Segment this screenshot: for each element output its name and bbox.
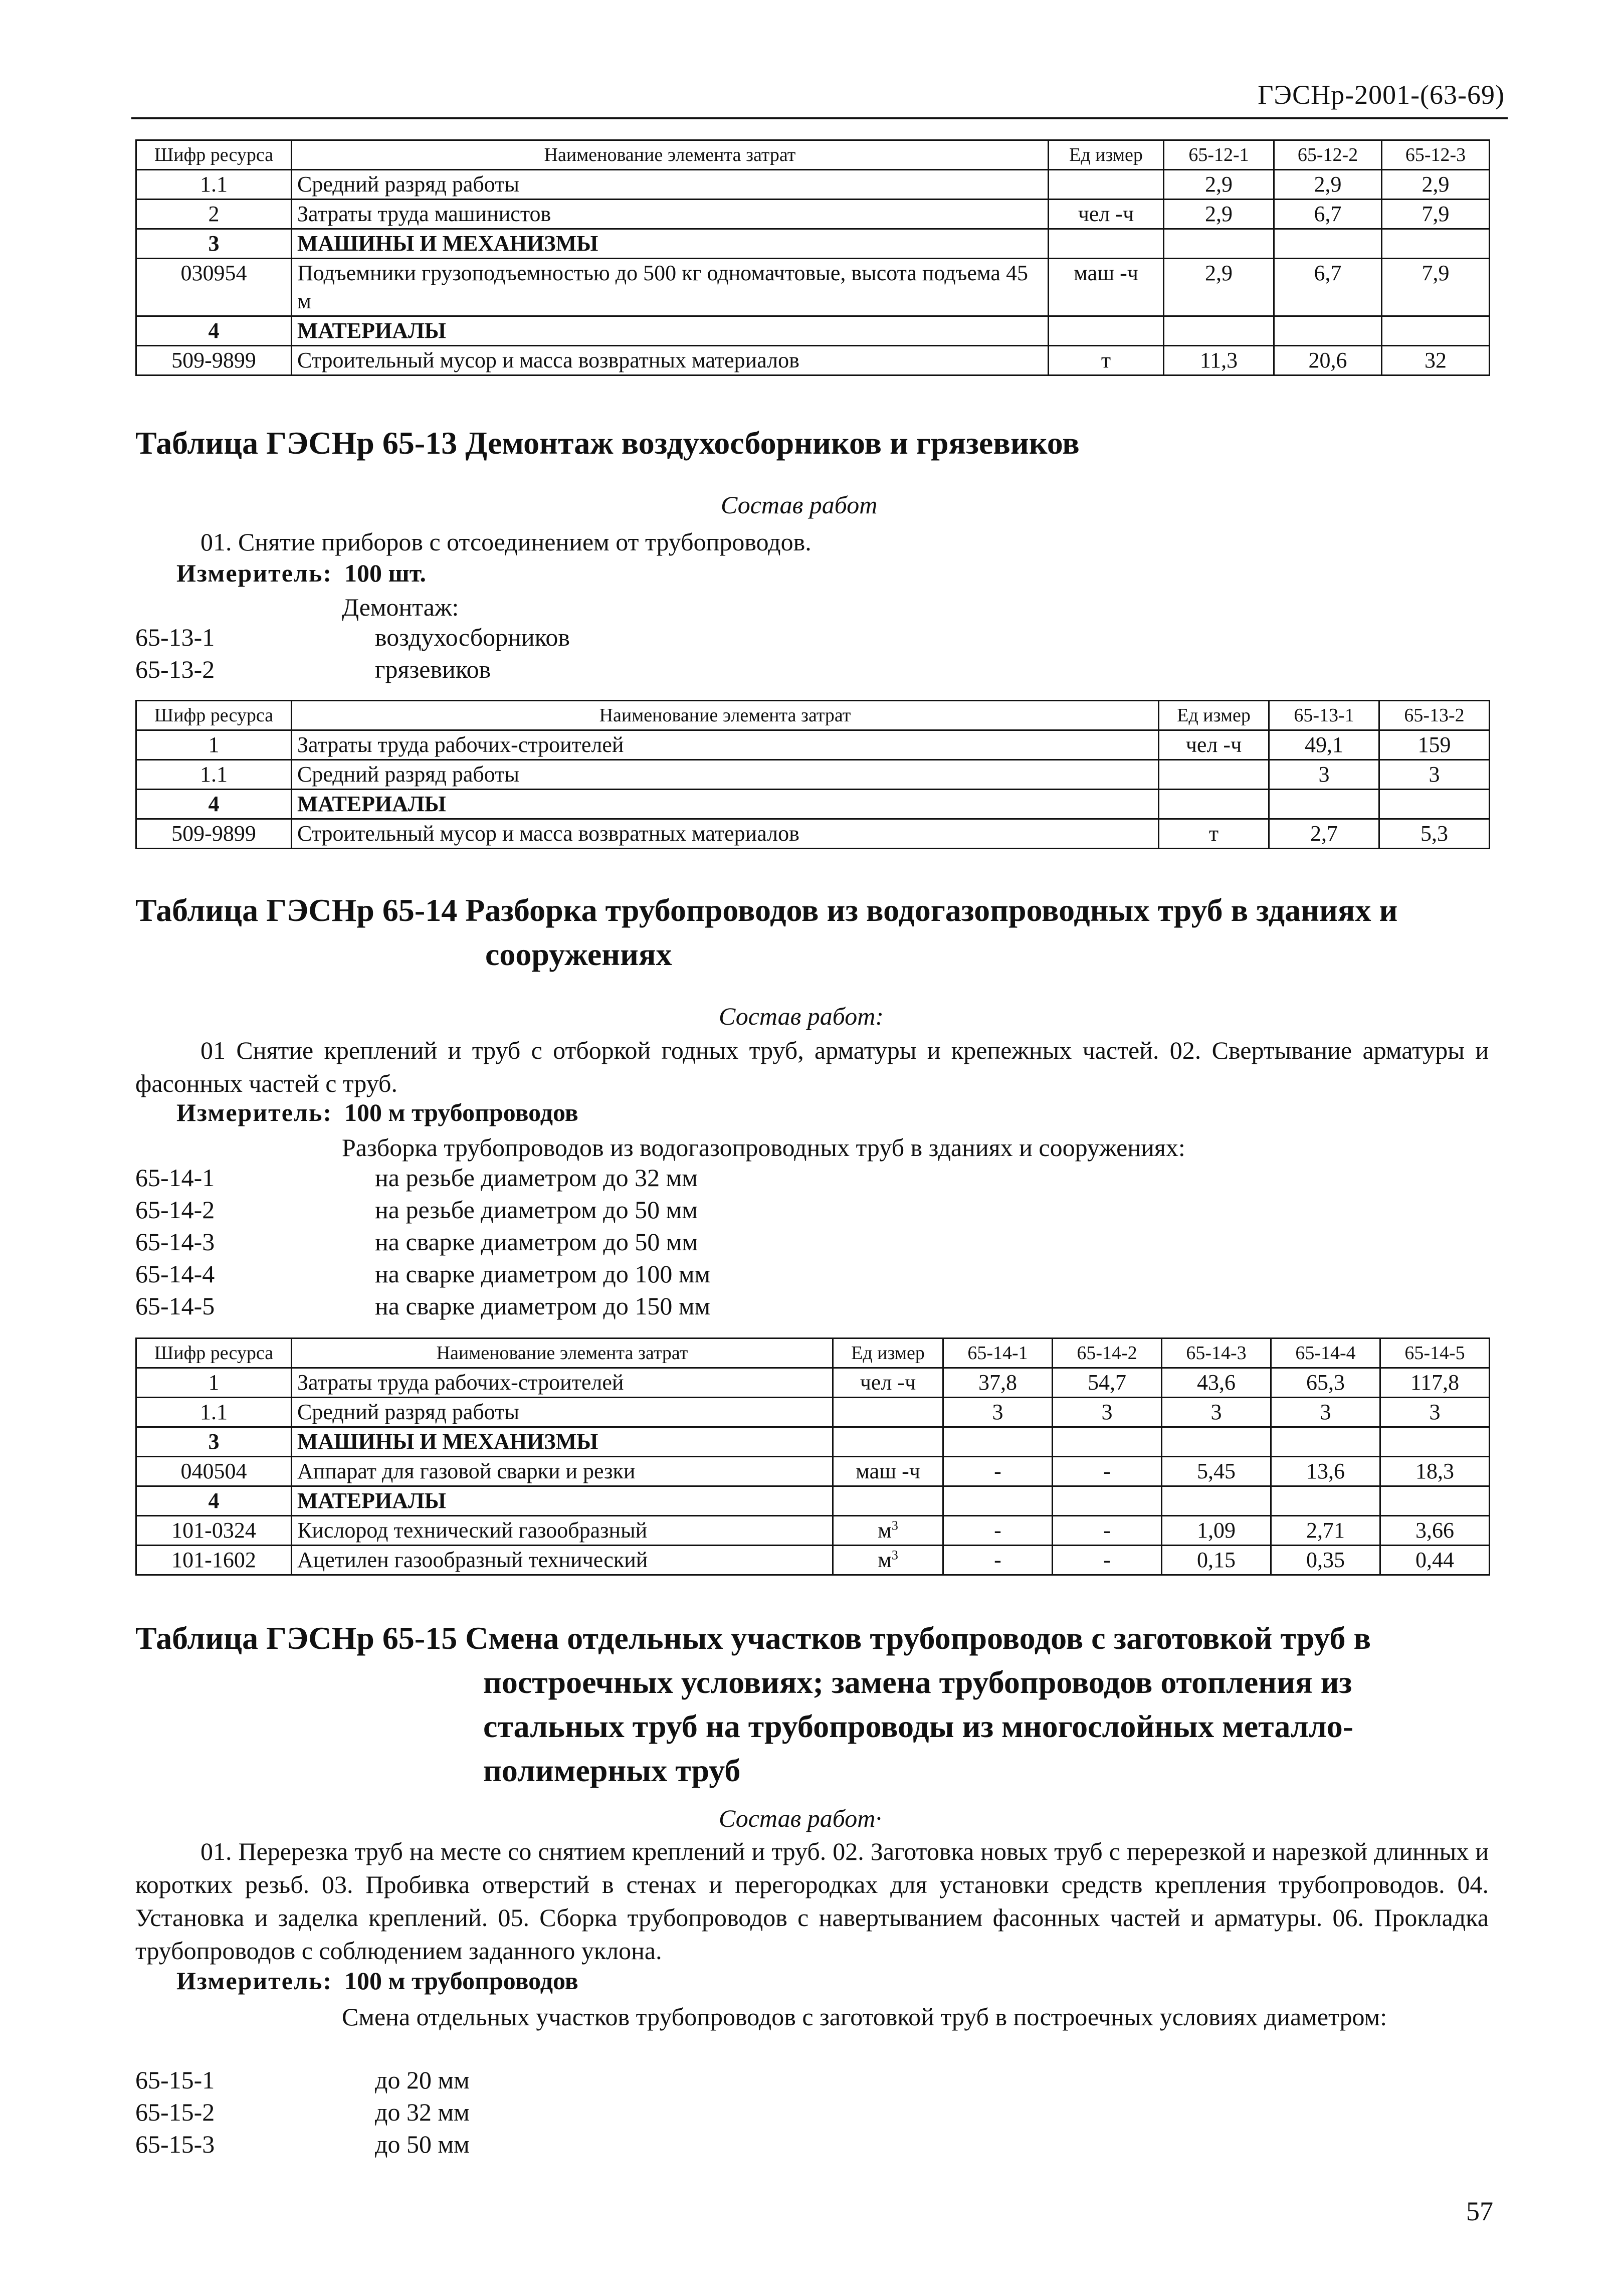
value-cell: 13,6: [1271, 1457, 1380, 1486]
value-cell: -: [943, 1546, 1053, 1575]
empty-cell: [833, 1486, 943, 1516]
section-heading: МАТЕРИАЛЫ: [292, 316, 1049, 346]
measure-line: [176, 558, 426, 588]
cost-element-name: Подъемники грузоподъемностью до 500 кг одномачтовые, высота подъема 45 м: [292, 259, 1049, 316]
header-cell: 65-12-1: [1164, 140, 1274, 170]
empty-cell: [1053, 1486, 1162, 1516]
table-row: [136, 346, 1490, 375]
value-cell: 0,35: [1271, 1546, 1380, 1575]
empty-cell: [1382, 316, 1490, 346]
value-cell: 32: [1382, 346, 1490, 375]
value-cell: 2,9: [1382, 170, 1490, 200]
value-cell: 3: [1053, 1398, 1162, 1427]
resource-code: 1.1: [136, 170, 292, 200]
item-code: 65-14-4: [135, 1260, 215, 1288]
resource-code: 030954: [136, 259, 292, 316]
unit: [833, 1516, 943, 1546]
resource-code: 101-1602: [136, 1546, 292, 1575]
section-title-line: Таблица ГЭСНр 65-15 Смена отдельных участков трубопроводов с заготовкой труб в: [135, 1620, 1371, 1656]
running-header: ГЭСНр-2001-(63-69): [1258, 80, 1505, 110]
table-65-12: [135, 139, 1490, 376]
cost-element-name: Затраты труда рабочих-строителей: [292, 1368, 833, 1398]
value-cell: 3: [943, 1398, 1053, 1427]
table-section-row: [136, 316, 1490, 346]
empty-cell: [1380, 1486, 1490, 1516]
cost-element-name: Средний разряд работы: [292, 1398, 833, 1427]
table-row: [136, 170, 1490, 200]
unit: [833, 1546, 943, 1575]
measure-label: Измеритель:: [176, 1098, 333, 1126]
unit: чел -ч: [833, 1368, 943, 1398]
empty-cell: [1269, 790, 1379, 819]
value-cell: 65,3: [1271, 1368, 1380, 1398]
resource-code: 4: [136, 1486, 292, 1516]
empty-cell: [1053, 1427, 1162, 1457]
measure-line: [176, 1966, 578, 1995]
value-cell: 37,8: [943, 1368, 1053, 1398]
section-heading: МАТЕРИАЛЫ: [292, 790, 1159, 819]
unit-superscript: 3: [891, 1548, 898, 1563]
value-cell: 5,45: [1162, 1457, 1271, 1486]
header-cell: Шифр ресурса: [136, 1339, 292, 1368]
unit: [1159, 760, 1269, 790]
table-row: [136, 1368, 1490, 1398]
empty-cell: [1379, 790, 1490, 819]
table-header-row: [136, 701, 1490, 730]
work-composition-caption: Состав работ·: [719, 1804, 882, 1832]
value-cell: 2,9: [1164, 200, 1274, 229]
unit: чел -ч: [1159, 730, 1269, 760]
value-cell: 3: [1269, 760, 1379, 790]
measure-value: 100 м трубопроводов: [344, 1967, 578, 1995]
value-cell: 49,1: [1269, 730, 1379, 760]
work-composition-text: 01 Снятие креплений и труб с отборкой годных труб, арматуры и крепежных частей. 02. Свертывание арматуры и фасонных частей с труб.: [135, 1036, 1489, 1097]
unit-text: м: [878, 1548, 892, 1572]
resource-code: 2: [136, 200, 292, 229]
item-code: 65-14-2: [135, 1196, 215, 1224]
header-cell: Шифр ресурса: [136, 140, 292, 170]
empty-cell: [1162, 1486, 1271, 1516]
empty-cell: [1380, 1427, 1490, 1457]
item-text: до 50 мм: [375, 2130, 470, 2158]
cost-element-name: Строительный мусор и масса возвратных материалов: [292, 346, 1049, 375]
empty-cell: [1162, 1427, 1271, 1457]
measure-label: Измеритель:: [176, 559, 333, 587]
header-rule: [131, 117, 1508, 119]
cost-element-name: Средний разряд работы: [292, 760, 1159, 790]
resource-code: 4: [136, 316, 292, 346]
header-cell: 65-14-4: [1271, 1339, 1380, 1368]
value-cell: 6,7: [1274, 259, 1382, 316]
header-cell: 65-13-1: [1269, 701, 1379, 730]
table-row: [136, 1457, 1490, 1486]
value-cell: 20,6: [1274, 346, 1382, 375]
works-subheading: Демонтаж:: [342, 593, 459, 621]
value-cell: 0,15: [1162, 1546, 1271, 1575]
value-cell: 3: [1380, 1398, 1490, 1427]
value-cell: 2,9: [1164, 259, 1274, 316]
works-subheading: Смена отдельных участков трубопроводов с заготовкой труб в построечных условиях диаметром:: [342, 2003, 1387, 2031]
value-cell: 0,44: [1380, 1546, 1490, 1575]
unit-text: м: [878, 1518, 892, 1543]
unit: [1049, 170, 1164, 200]
table-row: [136, 730, 1490, 760]
header-cell: Наименование элемента затрат: [292, 1339, 833, 1368]
resource-code: 1: [136, 730, 292, 760]
section-heading: МАТЕРИАЛЫ: [292, 1486, 833, 1516]
empty-cell: [1274, 316, 1382, 346]
section-title-line: Таблица ГЭСНр 65-14 Разборка трубопроводов из водогазопроводных труб в зданиях и: [135, 892, 1398, 928]
cost-element-name: Строительный мусор и масса возвратных материалов: [292, 819, 1159, 849]
item-text: на резьбе диаметром до 32 мм: [375, 1164, 698, 1192]
value-cell: -: [1053, 1546, 1162, 1575]
work-composition-text: 01. Снятие приборов с отсоединением от трубопроводов.: [200, 528, 811, 556]
header-cell: 65-12-2: [1274, 140, 1382, 170]
item-code: 65-13-2: [135, 655, 215, 683]
resource-code: 4: [136, 790, 292, 819]
resource-code: 509-9899: [136, 819, 292, 849]
table-section-row: [136, 1427, 1490, 1457]
value-cell: 2,7: [1269, 819, 1379, 849]
unit: т: [1159, 819, 1269, 849]
cost-element-name: Кислород технический газообразный: [292, 1516, 833, 1546]
measure-value: 100 шт.: [344, 559, 427, 587]
header-cell: 65-14-5: [1380, 1339, 1490, 1368]
empty-cell: [1049, 229, 1164, 259]
value-cell: -: [1053, 1457, 1162, 1486]
item-code: 65-14-1: [135, 1164, 215, 1192]
table-row: [136, 259, 1490, 316]
header-cell: 65-14-1: [943, 1339, 1053, 1368]
value-cell: 3: [1271, 1398, 1380, 1427]
value-cell: 1,09: [1162, 1516, 1271, 1546]
value-cell: 3: [1379, 760, 1490, 790]
header-cell: Наименование элемента затрат: [292, 701, 1159, 730]
table-section-row: [136, 229, 1490, 259]
value-cell: 159: [1379, 730, 1490, 760]
table-header-row: [136, 1339, 1490, 1368]
section-title-65-13: Таблица ГЭСНр 65-13 Демонтаж воздухосборников и грязевиков: [135, 425, 1080, 461]
table-65-13: [135, 700, 1490, 849]
value-cell: 6,7: [1274, 200, 1382, 229]
value-cell: 5,3: [1379, 819, 1490, 849]
item-text: воздухосборников: [375, 623, 570, 651]
section-title-line: полимерных труб: [483, 1753, 741, 1788]
item-code: 65-14-3: [135, 1228, 215, 1256]
table-row: [136, 200, 1490, 229]
value-cell: 11,3: [1164, 346, 1274, 375]
header-cell: Шифр ресурса: [136, 701, 292, 730]
item-code: 65-14-5: [135, 1292, 215, 1320]
item-text: до 32 мм: [375, 2098, 470, 2126]
table-section-row: [136, 790, 1490, 819]
header-cell: 65-14-2: [1053, 1339, 1162, 1368]
empty-cell: [1382, 229, 1490, 259]
value-cell: -: [943, 1516, 1053, 1546]
cost-element-name: Затраты труда машинистов: [292, 200, 1049, 229]
cost-element-name: Ацетилен газообразный технический: [292, 1546, 833, 1575]
value-cell: 43,6: [1162, 1368, 1271, 1398]
empty-cell: [1274, 229, 1382, 259]
unit-superscript: 3: [891, 1518, 898, 1533]
resource-code: 509-9899: [136, 346, 292, 375]
work-composition-caption: Состав работ: [721, 491, 878, 519]
item-code: 65-15-2: [135, 2098, 215, 2126]
work-composition-text: 01. Перерезка труб на месте со снятием креплений и труб. 02. Заготовка новых труб с перерезкой и нарезкой длинных и коротких резьб. 03. Пробивка отверстий в стенах и перегородках для установки средств крепления трубопроводов. 04. Установка и заделка креплений. 05. Сборка трубопроводов с навертыванием фасонных частей и арматуры. 06. Прокладка трубопроводов с соблюдением заданного уклона.: [135, 1837, 1489, 1965]
empty-cell: [1049, 316, 1164, 346]
resource-code: 1.1: [136, 1398, 292, 1427]
item-text: на резьбе диаметром до 50 мм: [375, 1196, 698, 1224]
value-cell: 3: [1162, 1398, 1271, 1427]
header-cell: Ед измер: [1049, 140, 1164, 170]
item-text: на сварке диаметром до 100 мм: [375, 1260, 711, 1288]
item-code: 65-13-1: [135, 623, 215, 651]
item-code: 65-15-3: [135, 2130, 215, 2158]
empty-cell: [1164, 229, 1274, 259]
unit: чел -ч: [1049, 200, 1164, 229]
resource-code: 1: [136, 1368, 292, 1398]
section-heading: МАШИНЫ И МЕХАНИЗМЫ: [292, 229, 1049, 259]
measure-label: Измеритель:: [176, 1967, 333, 1995]
unit: маш -ч: [1049, 259, 1164, 316]
value-cell: 2,9: [1164, 170, 1274, 200]
resource-code: 101-0324: [136, 1516, 292, 1546]
header-cell: 65-13-2: [1379, 701, 1490, 730]
value-cell: -: [1053, 1516, 1162, 1546]
measure-value: 100 м трубопроводов: [344, 1098, 578, 1126]
empty-cell: [833, 1427, 943, 1457]
table-header-row: [136, 140, 1490, 170]
cost-element-name: Затраты труда рабочих-строителей: [292, 730, 1159, 760]
measure-line: [176, 1098, 578, 1127]
header-cell: 65-14-3: [1162, 1339, 1271, 1368]
item-code: 65-15-1: [135, 2066, 215, 2094]
table-row: [136, 1516, 1490, 1546]
table-row: [136, 1398, 1490, 1427]
value-cell: 117,8: [1380, 1368, 1490, 1398]
cost-element-name: Аппарат для газовой сварки и резки: [292, 1457, 833, 1486]
item-text: до 20 мм: [375, 2066, 470, 2094]
header-cell: 65-12-3: [1382, 140, 1490, 170]
resource-code: 040504: [136, 1457, 292, 1486]
value-cell: 18,3: [1380, 1457, 1490, 1486]
work-composition-caption: Состав работ:: [719, 1002, 884, 1030]
value-cell: 7,9: [1382, 259, 1490, 316]
table-65-14: [135, 1338, 1490, 1576]
item-text: грязевиков: [375, 655, 491, 683]
empty-cell: [1164, 316, 1274, 346]
table-row: [136, 1546, 1490, 1575]
table-section-row: [136, 1486, 1490, 1516]
works-subheading: Разборка трубопроводов из водогазопроводных труб в зданиях и сооружениях:: [342, 1133, 1185, 1162]
value-cell: -: [943, 1457, 1053, 1486]
unit: маш -ч: [833, 1457, 943, 1486]
value-cell: 3,66: [1380, 1516, 1490, 1546]
value-cell: 2,9: [1274, 170, 1382, 200]
header-cell: Ед измер: [833, 1339, 943, 1368]
empty-cell: [943, 1486, 1053, 1516]
empty-cell: [943, 1427, 1053, 1457]
section-title-line: стальных труб на трубопроводы из многослойных металло-: [483, 1708, 1354, 1744]
header-cell: Наименование элемента затрат: [292, 140, 1049, 170]
resource-code: 1.1: [136, 760, 292, 790]
empty-cell: [1271, 1486, 1380, 1516]
section-title-65-15: [135, 1616, 1371, 1793]
section-title-line: построечных условиях; замена трубопроводов отопления из: [483, 1664, 1352, 1700]
value-cell: 54,7: [1053, 1368, 1162, 1398]
value-cell: 7,9: [1382, 200, 1490, 229]
resource-code: 3: [136, 229, 292, 259]
unit: [833, 1398, 943, 1427]
section-heading: МАШИНЫ И МЕХАНИЗМЫ: [292, 1427, 833, 1457]
value-cell: 2,71: [1271, 1516, 1380, 1546]
table-row: [136, 819, 1490, 849]
item-text: на сварке диаметром до 150 мм: [375, 1292, 711, 1320]
item-text: на сварке диаметром до 50 мм: [375, 1228, 698, 1256]
header-cell: Ед измер: [1159, 701, 1269, 730]
cost-element-name: Средний разряд работы: [292, 170, 1049, 200]
table-row: [136, 760, 1490, 790]
section-title-65-14: [135, 888, 1397, 977]
unit: т: [1049, 346, 1164, 375]
empty-cell: [1159, 790, 1269, 819]
page-number: 57: [1466, 2196, 1493, 2226]
section-title-line: сооружениях: [485, 936, 672, 972]
resource-code: 3: [136, 1427, 292, 1457]
empty-cell: [1271, 1427, 1380, 1457]
